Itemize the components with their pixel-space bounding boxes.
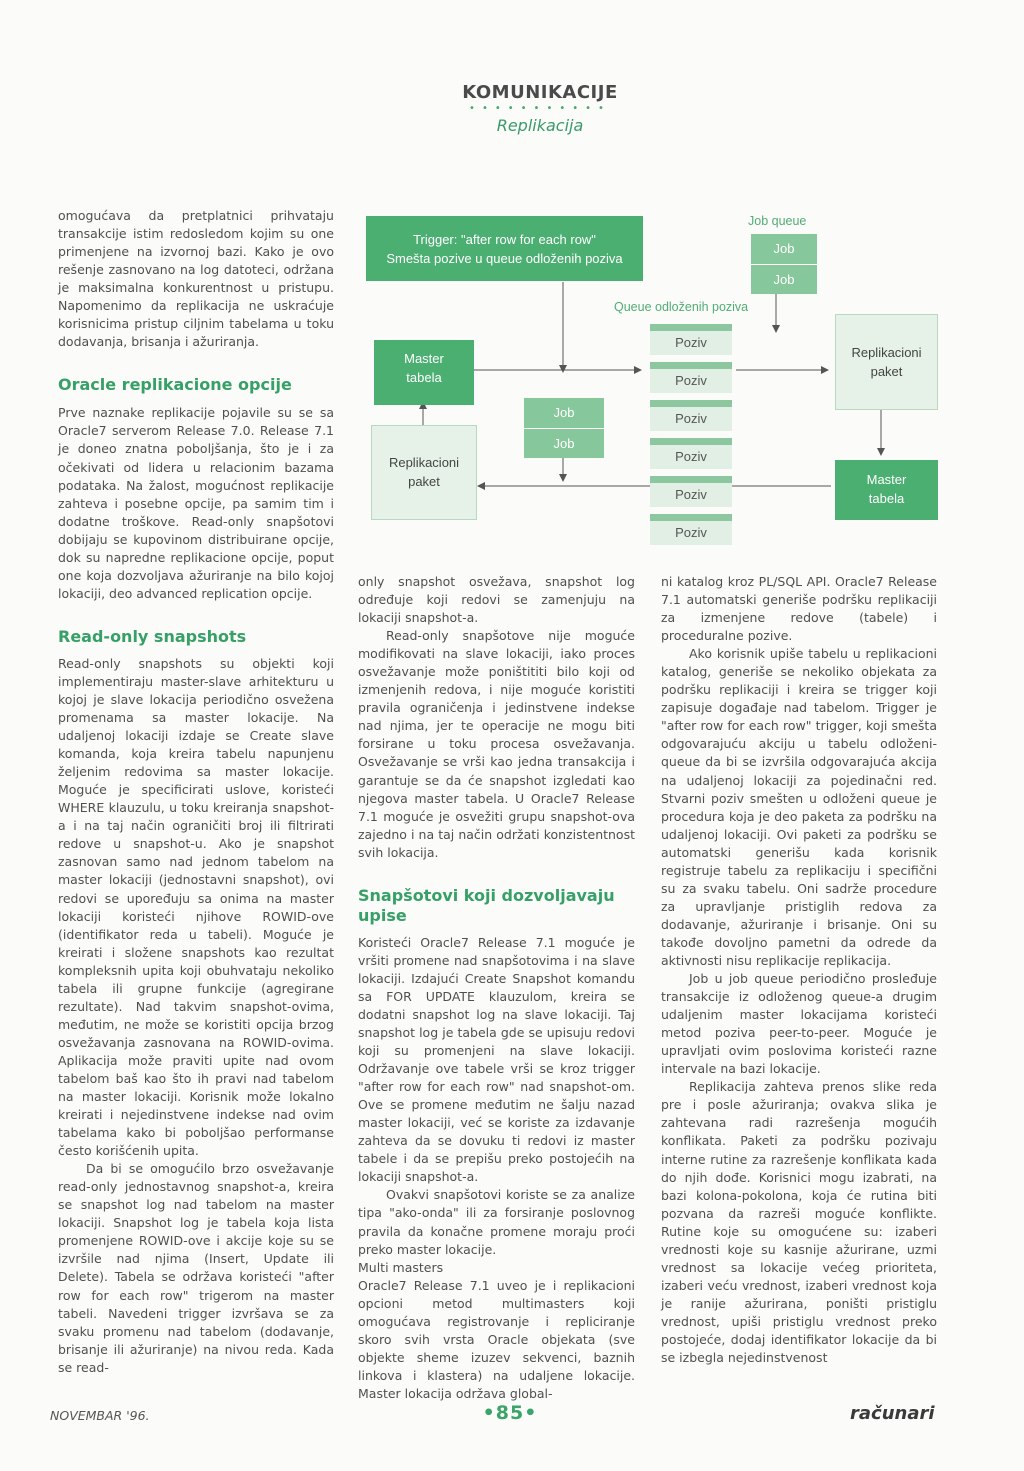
column-1	[58, 207, 334, 1377]
issue-date: NOVEMBAR '96.	[50, 1408, 150, 1423]
deferred-call-queue	[650, 324, 732, 542]
queue-call: Poziv	[650, 438, 732, 469]
replication-package-right	[835, 314, 938, 410]
paragraph: Oracle7 Release 7.1 uveo je i replikacioni opcioni metod multimasters koji omogućava registrovanje i repliciranje skoro svih vrsta Oracle objekata (sve objekte sheme izuzev sekvenci, baznih linkova i klastera) na udaljene lokacije. Master lokacija održava global-	[358, 1277, 635, 1401]
replication-package-left	[371, 425, 477, 520]
paragraph: omogućava da pretplatnici prihvataju transakcije istim redosledom kojim su one primenjene na izvornoj bazi. Kako je ovo rešenje zasnovano na log datoteci, održana je maksimalna konkurentnost u pristupu. Napomenimo da replikacija ne uskraćuje korisnicima pristup ciljnim tabelama u toku dodavanja, brisanja i ažuriranja.	[58, 208, 334, 350]
queue-call: Poziv	[650, 362, 732, 393]
queue-call: Poziv	[650, 476, 732, 507]
master-table-right-line: Master	[866, 472, 907, 487]
replication-package-right-line: Replikacioni	[851, 345, 922, 360]
paragraph: Read-only snapšotove nije moguće modifikovati na slave lokaciji, iako proces osvežavanje može poništititi bilo koji od izmenjenih redova, i nije moguće koristiti pravila ograničenja i jedinstvene indekse nad njima, jer te operacije ne mogu biti forsirane u toku procesa osvežavanja. Osvežavanje se vrši kao jedna transakcija i garantuje se da će snapshot izgledati kao njegova master tabela. U Oracle7 Release 7.1 moguće je osvežiti grupu snapshot-ova zajedno i na taj način održati konzistentnost svih lokacija.	[358, 628, 635, 860]
heading-read-only-snapshots: Read-only snapshots	[58, 626, 247, 646]
master-table-left-line: tabela	[406, 370, 442, 385]
section-subtitle: Replikacija	[496, 116, 584, 135]
paragraph: only snapshot osvežava, snapshot log određuje koji redovi se zamenjuju na lokaciji snapshot-a.	[358, 574, 635, 626]
header-dots: •••••••••••	[469, 103, 611, 114]
queue-call: Poziv	[650, 514, 732, 545]
master-table-left-line: Master	[404, 351, 444, 366]
job-queue-item: Job	[751, 234, 817, 264]
paragraph: Multi masters	[358, 1259, 444, 1275]
paragraph: Ako korisnik upiše tabelu u replikacioni katalog, generiše se nekoliko objekata za podršku replikaciji i kreira se trigger koji zapisuje događaje nad tabelom. Trigger je "after row for each row" trigger, koji smešta odgovarajuću akciju u tabelu odloženi-queue da bi se izvršila odgovarajuća akcija na udaljenoj lokaciji za pojedinačni red. Stvarni poziv smešten u odloženi queue je procedura koja je deo paketa za podršku na udaljenoj lokaciji. Ovi paketi za podršku se automatski generišu kada korisnik registruje tabelu za replikaciju i specifični su za svaku tabelu. Oni sadrže procedure za upravljanje pristiglih redova za dodavanje, ažuriranje i brisanje. Oni su takođe dovoljno pametni da odrede da aktivnosti nisu replikacije replikacija.	[661, 646, 937, 968]
master-table-right-line: tabela	[868, 491, 905, 506]
paragraph: ni katalog kroz PL/SQL API. Oracle7 Release 7.1 automatski generiše podršku replikaciji za izmenjene redove (tabele) i proceduralne pozive.	[661, 574, 937, 644]
paragraph: Prve naznake replikacije pojavile su se sa Oracle7 serverom Release 7.0. Release 7.1 je doneo znatna poboljšanja, što je i za očekivati od lidera u relacionim bazama podataka. Na žalost, mogućnost replikacije zahteva i posebne opcije, pa samim tim i dodatne troškove. Read-only snapšotovi dobijaju se kupovinom distribuirane opcije, dok su naprednе replikacione opcije, poput one koja dozvoljava ažuriranje na bilo kojoj lokaciji, deo advanced replication opcije.	[58, 405, 334, 601]
paragraph: Ovakvi snapšotovi koriste se za analize tipa "ako-onda" ili za forsiranje poslovnog pravila da konačne promene moraju proći preko master lokacije.	[358, 1187, 635, 1257]
column-3	[661, 573, 937, 1367]
queue-label: Queue odloženih poziva	[614, 300, 749, 314]
magazine-name: računari	[850, 1403, 935, 1424]
trigger-box	[366, 216, 643, 281]
paragraph: Read-only snapshots su objekti koji implementiraju master-slave arhitekturu u kojoj je slave lokacija periodično osvežena promenama sa master lokacije. Na udaljenoj lokaciji izdaje se Create slave komanda, koja kreira tabelu napunjenu željenim redovima sa master lokacije. Moguće je specificirati uslove, koristeći WHERE klauzulu, u toku kreiranja snapshot-a i na taj način ograničiti broj ili filtrirati redove u snapshot-u. Ako je snapshot zasnovan samo nad jednom tabelom na master lokaciji (jednostavni snapshot), ovi redovi se upoređuju sa onima na master lokaciji koristeći njihove ROWID-ove (identifikator reda u tabeli). Moguće je kreirati i složene snapshots kao rezultat kompleksnih upita koji obuhvataju nekoliko tabela ili grupne funkcije (agregirane rezultate). Nad takvim snapshot-ovima, međutim, ne može se koristiti opcija brzog osvežavanja zasnovana na ROWID-ovima. Aplikacija može praviti upite nad ovom tabelom baš kao što ih pravi nad tabelom na master lokaciji. Korisnik može lokalno kreirati i nejedinstvene indekse nad ovim tabelama kako bi poboljšao performanse često korišćenih upita.	[58, 655, 334, 1159]
section-title: KOMUNIKACIJE	[462, 82, 618, 103]
queue-call: Poziv	[650, 324, 732, 355]
trigger-line-2: Smešta pozive u queue odloženih poziva	[386, 251, 623, 266]
paragraph: Da bi se omogućilo brzo osvežavanje read-only jednostavnog snapshot-a, kreira se snapshot log nad tabelom na master lokaciji. Snapshot log je tabela koja lista promenjene ROWID-ove i akcije koje su se izvršile nad njima (Insert, Update ili Delete). Tabela se održava koristeći "after row for each row" trigerom na master tabeli. Navedeni trigger izvršava se za svaku promenu nad tabelom (dodavanje, brisanje ili ažuriranje) na nivou reda. Kada se read-	[58, 1161, 334, 1375]
page-number: •85•	[482, 1402, 538, 1424]
paragraph: Koristeći Oracle7 Release 7.1 moguće je vršiti promene nad snapšotovima i na slave lokaciji. Izdajući Create Snapshot komandu sa FOR UPDATE klauzulom, kreira se dodatni snapshot log na slave lokaciji. Taj snapshot log je tabela gde se upisuju redovi koji su promenjeni na slave lokaciji. Održavanje ove tabele vrši se kroz trigger "after row for each row" nad snapshot-om. Ove se promene međutim ne šalju nazad master lokaciji, već se koriste za izdavanje zahteva da se dovuku ti redovi iz master tabele i da se prepišu preko postojećih na lokaciji snapshot-a.	[358, 934, 635, 1185]
heading-writable-snapshots: Snapšotovi koji dozvoljavaju upise	[358, 885, 615, 925]
page-header	[340, 82, 740, 135]
middle-job: Job	[524, 428, 604, 458]
paragraph: Job u job queue periodično prosleđuje transakcije iz odloženog queue-a drugim udaljenim master lokacijama koristeći metod poziva peer-to-peer. Moguće je upravljati ovim poslovima koristeći razne intervale na bazi lokacije.	[661, 971, 937, 1077]
replication-package-right-line: paket	[870, 364, 903, 379]
master-table-left	[374, 340, 474, 405]
paragraph: Replikacija zahteva prenos slike reda pre i posle ažuriranja; ovakva slika je zahtevana radi razrešenja mogućih konflikata. Paketi za podršku pozivaju interne rutine za razrešenje konflikata kada do njih dođe. Korisnici mogu izabrati, na bazi kolona-pokolona, koja će rutina biti pozvana da razreši moguće konflikte. Rutine koje su omogućene su: izaberi vrednosti koje su kasnije ažurirane, uzmi vrednost sa lokacije većeg prioriteta, izaberi veću vrednost, izaberi vrednost koja je ranije ažurirana, poništi pristiglu vrednost, upiši pristiglu vrednost preko postojeće, dodaj identifikator lokacije da bi se izbegla nejedinstvenost	[661, 1079, 937, 1366]
heading-oracle-replication-options: Oracle replikacione opcije	[58, 375, 292, 395]
replication-diagram	[366, 212, 941, 542]
replication-package-left-line: paket	[408, 474, 440, 489]
master-table-right	[835, 460, 938, 520]
job-queue-item: Job	[751, 264, 817, 294]
replication-package-left-line: Replikacioni	[388, 455, 460, 470]
job-queue-label: Job queue	[748, 214, 807, 228]
column-2	[358, 573, 635, 1403]
queue-call: Poziv	[650, 400, 732, 431]
trigger-line-1: Trigger: "after row for each row"	[413, 232, 596, 247]
middle-job: Job	[524, 398, 604, 428]
